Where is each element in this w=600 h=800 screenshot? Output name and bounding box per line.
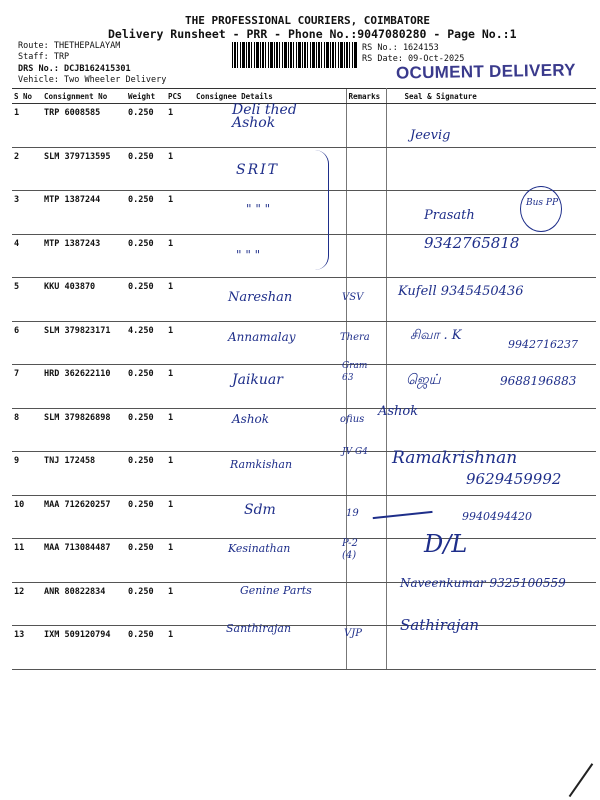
cell-weight: 0.250 (126, 408, 166, 452)
table-header-row (12, 89, 596, 104)
col-pcs: PCS (166, 89, 194, 104)
hw-consignee-12: Genine Parts (240, 584, 312, 597)
hw-note-3: Bus PP (526, 198, 559, 208)
cell-consignment: MTP 1387243 (42, 234, 126, 278)
cell-pcs: 1 (166, 234, 194, 278)
table-row (12, 626, 596, 670)
cell-pcs: 1 (166, 495, 194, 539)
cell-remarks (346, 147, 386, 191)
cell-remarks (346, 191, 386, 235)
cell-consignment: MAA 712620257 (42, 495, 126, 539)
rs-date: RS Date: 09-Oct-2025 (362, 54, 465, 64)
cell-sno: 13 (12, 626, 42, 670)
cell-weight: 0.250 (126, 365, 166, 409)
table-row (12, 191, 596, 235)
table-row (12, 408, 596, 452)
hw-remark-8: ofius (340, 414, 365, 425)
hw-signature-8: Ashok (378, 404, 419, 419)
cell-remarks (346, 452, 386, 496)
hw-remark-6: Thera (340, 332, 370, 343)
cell-pcs: 1 (166, 452, 194, 496)
drs-number: DRS No.: DCJB162415301 (18, 64, 131, 74)
cell-weight: 0.250 (126, 452, 166, 496)
hw-signature-6: சிவா . K (410, 328, 462, 343)
cell-remarks (346, 234, 386, 278)
delivery-stamp: OCUMENT DELIVERY (395, 60, 577, 83)
cell-sno: 10 (12, 495, 42, 539)
cell-sno: 1 (12, 104, 42, 148)
col-consignment: Consignment No (42, 89, 126, 104)
cell-sno: 8 (12, 408, 42, 452)
cell-sno: 12 (12, 582, 42, 626)
ditto-brace (314, 150, 329, 270)
hw-consignee-5: Nareshan (228, 290, 293, 305)
col-remarks: Remarks (346, 89, 386, 104)
hw-consignee-9: Ramkishan (230, 458, 293, 471)
cell-pcs: 1 (166, 408, 194, 452)
company-title: THE PROFESSIONAL COURIERS, COIMBATORE (185, 14, 431, 27)
route-label: Route: THETHEPALAYAM (18, 41, 121, 51)
cell-pcs: 1 (166, 582, 194, 626)
cell-sno: 4 (12, 234, 42, 278)
cell-pcs: 1 (166, 365, 194, 409)
runsheet-title: Delivery Runsheet - PRR - Phone No.:9047080280 - Page No.:1 (108, 27, 517, 41)
hw-signature-7: ஜெய் (406, 372, 441, 388)
cell-consignment: SLM 379826898 (42, 408, 126, 452)
cell-pcs: 1 (166, 104, 194, 148)
hw-phone-9: 9629459992 (466, 470, 562, 488)
cell-sno: 2 (12, 147, 42, 191)
cell-sno: 3 (12, 191, 42, 235)
cell-consignment: ANR 80822834 (42, 582, 126, 626)
corner-mark (569, 763, 593, 797)
cell-weight: 0.250 (126, 278, 166, 322)
cell-remarks (346, 582, 386, 626)
hw-remark-10: 19 (346, 508, 359, 519)
hw-phone-7: 9688196883 (500, 374, 577, 388)
hw-signature-4: 9342765818 (424, 234, 520, 252)
cell-pcs: 1 (166, 278, 194, 322)
hw-consignee-8: Ashok (232, 412, 270, 426)
cell-pcs: 1 (166, 191, 194, 235)
cell-remarks (346, 104, 386, 148)
cell-consignment: SLM 379713595 (42, 147, 126, 191)
hw-consignee-3: " " " (246, 202, 271, 216)
cell-consignment: TNJ 172458 (42, 452, 126, 496)
cell-signature (386, 147, 596, 191)
cell-weight: 0.250 (126, 582, 166, 626)
col-consignee: Consignee Details (194, 89, 346, 104)
cell-sno: 7 (12, 365, 42, 409)
cell-consignment: SLM 379823171 (42, 321, 126, 365)
hw-consignee-1: Deli thed Ashok (232, 102, 297, 131)
cell-consignment: IXM 509120794 (42, 626, 126, 670)
note-circle (520, 186, 562, 232)
cell-weight: 0.250 (126, 234, 166, 278)
cell-weight: 0.250 (126, 191, 166, 235)
col-weight: Weight (126, 89, 166, 104)
hw-signature-1: Jeevig (410, 128, 451, 143)
cell-consignment: MAA 713084487 (42, 539, 126, 583)
cell-weight: 0.250 (126, 626, 166, 670)
col-sno: S No (12, 89, 42, 104)
cell-sno: 11 (12, 539, 42, 583)
hw-signature-9: Ramakrishnan (392, 448, 518, 468)
cell-weight: 4.250 (126, 321, 166, 365)
hw-signature-3: Prasath (424, 208, 475, 223)
cell-consignment: HRD 362622110 (42, 365, 126, 409)
hw-signature-12: Naveenkumar 9325100559 (400, 576, 566, 590)
cell-consignment: MTP 1387244 (42, 191, 126, 235)
cell-signature (386, 191, 596, 235)
hw-consignee-6: Annamalay (228, 330, 296, 344)
hw-consignee-13: Santhirajan (226, 622, 292, 635)
col-signature: Seal & Signature (386, 89, 596, 104)
cell-weight: 0.250 (126, 539, 166, 583)
rs-number: RS No.: 1624153 (362, 43, 439, 53)
cell-sno: 5 (12, 278, 42, 322)
hw-consignee-7: Jaikuar (232, 372, 283, 388)
hw-remark-7: Gram 63 (342, 361, 368, 383)
cell-weight: 0.250 (126, 147, 166, 191)
table-row (12, 147, 596, 191)
hw-consignee-11: Kesinathan (228, 542, 291, 555)
vehicle-label: Vehicle: Two Wheeler Delivery (18, 75, 167, 85)
cell-pcs: 1 (166, 147, 194, 191)
cell-pcs: 1 (166, 626, 194, 670)
cell-pcs: 1 (166, 539, 194, 583)
hw-signature-5: Kufell 9345450436 (398, 284, 524, 299)
cell-weight: 0.250 (126, 104, 166, 148)
hw-remark-9: JV G4 (342, 447, 368, 457)
hw-remark-11: P-2 (4) (342, 538, 358, 561)
cell-sno: 6 (12, 321, 42, 365)
hw-signature-10: 9940494420 (462, 510, 532, 523)
cell-consignment: TRP 6008585 (42, 104, 126, 148)
hw-signature-13: Sathirajan (400, 616, 480, 634)
hw-remark-13: VJP (344, 628, 362, 639)
hw-phone-6: 9942716237 (508, 338, 578, 351)
barcode (232, 42, 358, 68)
hw-consignee-2: SRIT (236, 162, 279, 178)
cell-consignment: KKU 403870 (42, 278, 126, 322)
cell-weight: 0.250 (126, 495, 166, 539)
hw-consignee-4: " " " (236, 248, 261, 262)
cell-consignee (194, 408, 346, 452)
cell-sno: 9 (12, 452, 42, 496)
staff-label: Staff: TRP (18, 52, 70, 62)
cell-pcs: 1 (166, 321, 194, 365)
hw-signature-11: D/L (424, 530, 468, 558)
hw-remark-5: VSV (342, 292, 364, 303)
hw-consignee-10: Sdm (244, 502, 276, 518)
